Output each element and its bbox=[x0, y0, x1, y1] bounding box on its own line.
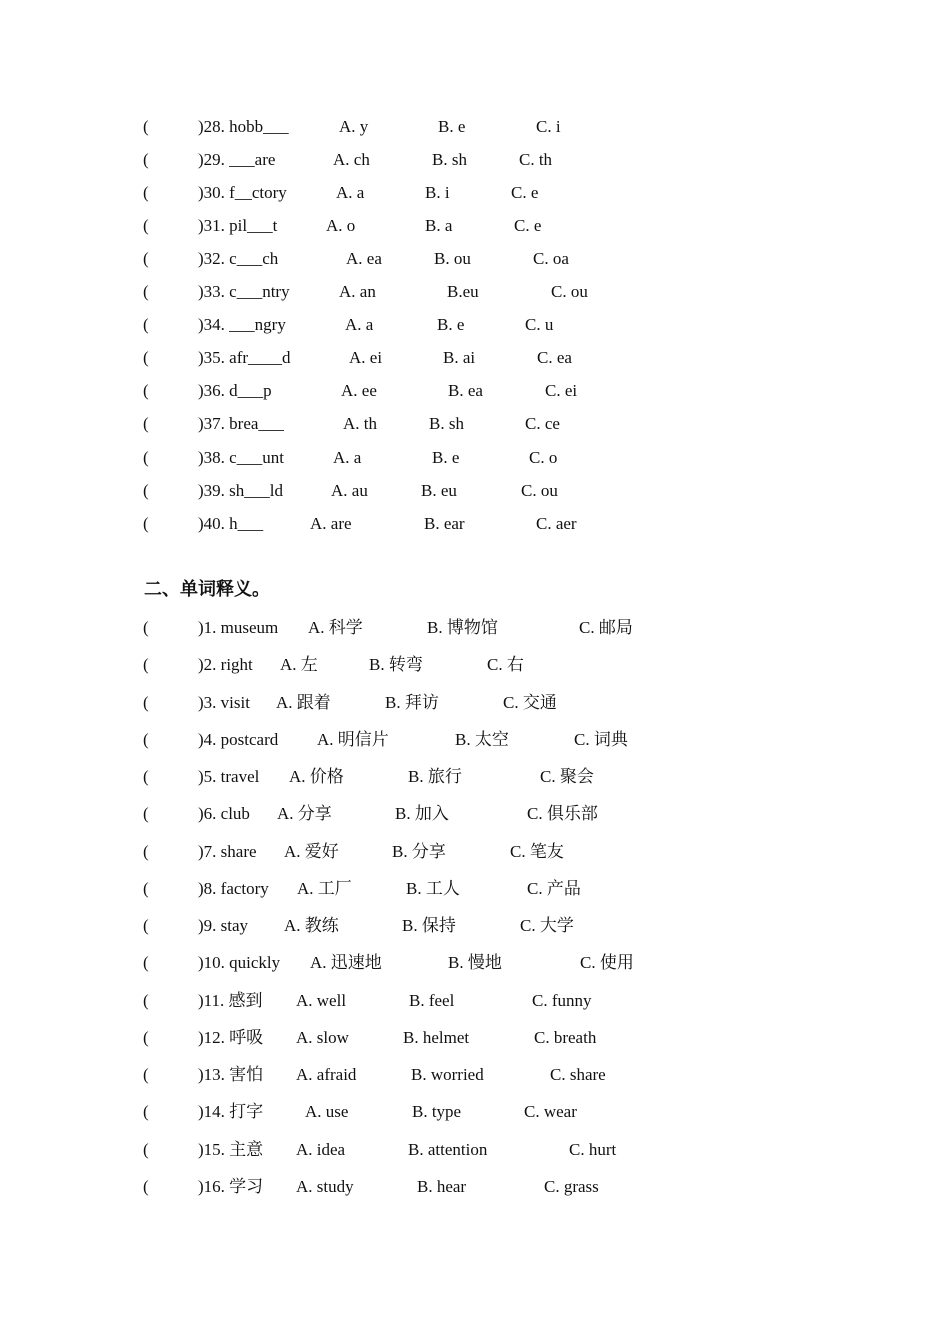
answer-blank[interactable]: ( bbox=[143, 315, 149, 335]
option-a: A. ea bbox=[346, 249, 382, 269]
option-c: C. ou bbox=[521, 480, 558, 500]
option-a: A. are bbox=[310, 513, 352, 533]
question-row bbox=[0, 1025, 950, 1051]
question-stem: )40. h___ bbox=[198, 513, 264, 533]
answer-blank[interactable]: ( bbox=[143, 381, 149, 401]
option-a: A. ee bbox=[341, 381, 377, 401]
question-row bbox=[0, 876, 950, 902]
option-c: C. 聚会 bbox=[540, 767, 594, 786]
option-b: B. 工人 bbox=[406, 878, 460, 898]
question-stem: )36. d___p bbox=[198, 381, 272, 401]
option-a: A. 迅速地 bbox=[310, 953, 382, 973]
option-b: B. i bbox=[425, 183, 450, 203]
option-a: A. a bbox=[333, 447, 362, 467]
question-row bbox=[0, 511, 950, 537]
option-b: B. 博物馆 bbox=[427, 618, 498, 637]
option-b: B. 慢地 bbox=[448, 953, 502, 973]
option-b: B. type bbox=[412, 1102, 462, 1122]
question-row bbox=[0, 411, 950, 437]
option-b: B. a bbox=[425, 216, 453, 236]
option-b: B. e bbox=[438, 117, 466, 136]
answer-blank[interactable]: ( bbox=[143, 990, 149, 1010]
option-c: C. ce bbox=[525, 414, 560, 434]
option-a: A. 科学 bbox=[308, 618, 363, 637]
answer-blank[interactable]: ( bbox=[143, 1139, 149, 1159]
answer-blank[interactable]: ( bbox=[143, 414, 149, 434]
option-a: A. afraid bbox=[296, 1065, 357, 1084]
question-stem: )16. 学习 bbox=[198, 1176, 264, 1196]
question-row bbox=[0, 1137, 950, 1163]
question-stem: )14. 打字 bbox=[198, 1102, 264, 1122]
question-stem: )37. brea___ bbox=[198, 414, 284, 434]
question-row bbox=[0, 345, 950, 371]
option-c: C. ea bbox=[537, 348, 572, 368]
answer-blank[interactable]: ( bbox=[143, 1102, 149, 1122]
question-stem: )10. quickly bbox=[198, 953, 281, 973]
option-a: A. 教练 bbox=[284, 916, 339, 935]
question-row bbox=[0, 246, 950, 272]
question-row bbox=[0, 279, 950, 305]
option-b: B. sh bbox=[429, 414, 464, 434]
option-a: A. study bbox=[296, 1176, 354, 1196]
option-c: C. grass bbox=[544, 1176, 599, 1196]
question-row bbox=[0, 147, 950, 173]
option-b: B. 加入 bbox=[395, 804, 449, 824]
question-row bbox=[0, 913, 950, 939]
option-c: C. e bbox=[511, 183, 539, 203]
question-stem: )4. postcard bbox=[198, 729, 279, 749]
option-c: C. ou bbox=[551, 282, 588, 302]
answer-blank[interactable]: ( bbox=[143, 655, 149, 675]
answer-blank[interactable]: ( bbox=[143, 216, 149, 236]
question-row bbox=[0, 950, 950, 976]
option-b: B. attention bbox=[408, 1139, 488, 1159]
option-a: A. au bbox=[331, 480, 368, 500]
question-stem: )32. c___ch bbox=[198, 249, 279, 269]
question-stem: )28. hobb___ bbox=[198, 117, 289, 136]
answer-blank[interactable]: ( bbox=[143, 804, 149, 824]
question-stem: )31. pil___t bbox=[198, 216, 278, 236]
option-b: B. 保持 bbox=[402, 916, 456, 935]
option-a: A. ch bbox=[333, 150, 370, 170]
answer-blank[interactable]: ( bbox=[143, 117, 149, 136]
question-stem: )1. museum bbox=[198, 618, 279, 637]
question-row bbox=[0, 445, 950, 471]
question-stem: )35. afr____d bbox=[198, 348, 291, 368]
question-stem: )5. travel bbox=[198, 767, 260, 786]
option-a: A. a bbox=[345, 315, 374, 335]
option-b: B. ai bbox=[443, 348, 476, 368]
option-b: B. 分享 bbox=[392, 841, 446, 861]
question-stem: )33. c___ntry bbox=[198, 282, 290, 302]
question-stem: )13. 害怕 bbox=[198, 1065, 264, 1084]
option-c: C. wear bbox=[524, 1102, 577, 1122]
question-stem: )30. f__ctory bbox=[198, 183, 287, 203]
question-row bbox=[0, 652, 950, 678]
answer-blank[interactable]: ( bbox=[143, 1065, 149, 1084]
option-c: C. 邮局 bbox=[579, 618, 633, 637]
option-c: C. e bbox=[514, 216, 542, 236]
answer-blank[interactable]: ( bbox=[143, 150, 149, 170]
option-a: A. 分享 bbox=[277, 804, 332, 824]
answer-blank[interactable]: ( bbox=[143, 183, 149, 203]
option-b: B. worried bbox=[411, 1065, 484, 1084]
question-row bbox=[0, 615, 950, 641]
question-row bbox=[0, 1174, 950, 1200]
question-stem: )8. factory bbox=[198, 878, 269, 898]
option-c: C. share bbox=[550, 1065, 606, 1084]
option-b: B. sh bbox=[432, 150, 467, 170]
option-a: A. 明信片 bbox=[317, 729, 389, 749]
answer-blank[interactable]: ( bbox=[143, 878, 149, 898]
option-c: C. th bbox=[519, 150, 553, 170]
answer-blank[interactable]: ( bbox=[143, 513, 149, 533]
option-c: C. ei bbox=[545, 381, 578, 401]
question-row bbox=[0, 1099, 950, 1125]
question-row bbox=[0, 213, 950, 239]
answer-blank[interactable]: ( bbox=[143, 767, 149, 786]
question-row bbox=[0, 801, 950, 827]
option-a: A. 爱好 bbox=[284, 841, 339, 861]
option-c: C. 大学 bbox=[520, 916, 574, 935]
answer-blank[interactable]: ( bbox=[143, 841, 149, 861]
answer-blank[interactable]: ( bbox=[143, 916, 149, 935]
question-row bbox=[0, 478, 950, 504]
option-a: A. 价格 bbox=[289, 767, 344, 786]
question-row bbox=[0, 180, 950, 206]
option-b: B. 拜访 bbox=[385, 692, 439, 712]
answer-blank[interactable]: ( bbox=[143, 692, 149, 712]
answer-blank[interactable]: ( bbox=[143, 729, 149, 749]
answer-blank[interactable]: ( bbox=[143, 1027, 149, 1047]
option-b: B. 旅行 bbox=[408, 767, 462, 786]
question-stem: )3. visit bbox=[198, 692, 250, 712]
question-row bbox=[0, 1062, 950, 1088]
option-c: C. breath bbox=[534, 1027, 597, 1047]
question-row bbox=[0, 988, 950, 1014]
option-c: C. hurt bbox=[569, 1139, 617, 1159]
answer-blank[interactable]: ( bbox=[143, 282, 149, 302]
option-b: B. e bbox=[432, 447, 460, 467]
option-a: A. ei bbox=[349, 348, 383, 368]
option-a: A. well bbox=[296, 990, 347, 1010]
question-stem: )38. c___unt bbox=[198, 447, 284, 467]
question-row bbox=[0, 312, 950, 338]
option-b: B. hear bbox=[417, 1176, 467, 1196]
answer-blank[interactable]: ( bbox=[143, 480, 149, 500]
question-stem: )6. club bbox=[198, 804, 250, 824]
question-stem: )34. ___ngry bbox=[198, 315, 286, 335]
option-a: A. use bbox=[305, 1102, 349, 1122]
option-a: A. th bbox=[343, 414, 377, 434]
option-a: A. a bbox=[336, 183, 365, 203]
option-a: A. o bbox=[326, 216, 356, 236]
option-c: C. o bbox=[529, 447, 558, 467]
answer-blank[interactable]: ( bbox=[143, 348, 149, 368]
question-stem: )39. sh___ld bbox=[198, 480, 283, 500]
question-row bbox=[0, 839, 950, 865]
question-row bbox=[0, 114, 950, 140]
option-b: B. ear bbox=[424, 513, 465, 533]
option-b: B. 太空 bbox=[455, 729, 509, 749]
section-heading-word-meaning: 二、单词释义。 bbox=[144, 579, 270, 600]
question-stem: )15. 主意 bbox=[198, 1139, 264, 1159]
option-c: C. funny bbox=[532, 990, 592, 1010]
option-a: A. 左 bbox=[280, 655, 318, 675]
option-b: B. 转弯 bbox=[369, 655, 423, 675]
option-b: B. eu bbox=[421, 480, 457, 500]
option-a: A. 工厂 bbox=[297, 878, 352, 898]
option-a: A. slow bbox=[296, 1027, 349, 1047]
question-row bbox=[0, 764, 950, 790]
option-a: A. an bbox=[339, 282, 376, 302]
option-b: B. e bbox=[437, 315, 465, 335]
option-c: C. 笔友 bbox=[510, 841, 564, 861]
option-b: B. helmet bbox=[403, 1027, 470, 1047]
option-c: C. u bbox=[525, 315, 554, 335]
option-b: B.eu bbox=[447, 282, 479, 302]
option-c: C. 交通 bbox=[503, 692, 557, 712]
question-row bbox=[0, 378, 950, 404]
question-stem: )29. ___are bbox=[198, 150, 276, 170]
option-c: C. 词典 bbox=[574, 729, 628, 749]
option-b: B. ou bbox=[434, 249, 471, 269]
option-c: C. 产品 bbox=[527, 878, 581, 898]
option-c: C. 使用 bbox=[580, 953, 634, 973]
question-stem: )2. right bbox=[198, 655, 253, 675]
option-c: C. oa bbox=[533, 249, 569, 269]
option-a: A. y bbox=[339, 117, 369, 136]
answer-blank[interactable]: ( bbox=[143, 447, 149, 467]
option-c: C. i bbox=[536, 117, 561, 136]
answer-blank[interactable]: ( bbox=[143, 249, 149, 269]
question-stem: )11. 感到 bbox=[198, 990, 263, 1010]
answer-blank[interactable]: ( bbox=[143, 618, 149, 637]
option-a: A. idea bbox=[296, 1139, 346, 1159]
question-row bbox=[0, 727, 950, 753]
option-c: C. 俱乐部 bbox=[527, 804, 598, 824]
question-row bbox=[0, 690, 950, 716]
answer-blank[interactable]: ( bbox=[143, 953, 149, 973]
option-b: B. ea bbox=[448, 381, 483, 401]
question-stem: )9. stay bbox=[198, 916, 249, 935]
option-a: A. 跟着 bbox=[276, 692, 331, 712]
question-stem: )12. 呼吸 bbox=[198, 1027, 264, 1047]
option-b: B. feel bbox=[409, 990, 455, 1010]
question-stem: )7. share bbox=[198, 841, 257, 861]
answer-blank[interactable]: ( bbox=[143, 1176, 149, 1196]
option-c: C. aer bbox=[536, 513, 577, 533]
option-c: C. 右 bbox=[487, 655, 524, 675]
